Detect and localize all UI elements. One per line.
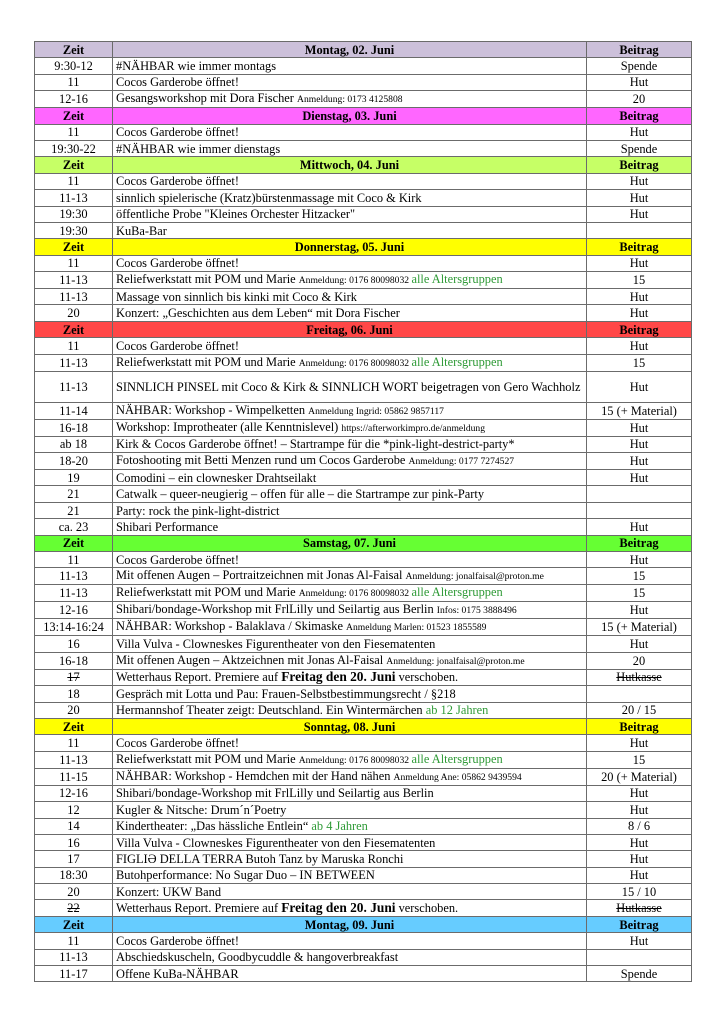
event-description: [113, 751, 587, 768]
event-text: Cocos Garderobe öffnet!: [116, 736, 239, 751]
event-row: [35, 338, 692, 354]
event-description: [113, 124, 587, 140]
event-row: [35, 222, 692, 238]
event-description: [113, 436, 587, 452]
event-text: Mit offenen Augen – Aktzeichnen mit Jonas Al-Faisal: [116, 652, 387, 667]
event-fee: 20 / 15: [587, 702, 692, 718]
event-description: [113, 568, 587, 585]
event-description: [113, 818, 587, 834]
audience-note: alle Altersgruppen: [411, 354, 503, 369]
event-row: [35, 669, 692, 685]
event-row: [35, 785, 692, 801]
event-text: Abschiedskuscheln, Goodbycuddle & hangoverbreakfast: [116, 950, 399, 965]
event-text: Wetterhaus Report. Premiere auf: [116, 670, 282, 685]
event-description: [113, 486, 587, 502]
event-time: 12: [35, 802, 113, 818]
event-time: 20: [35, 884, 113, 900]
event-row: [35, 636, 692, 652]
event-row: [35, 436, 692, 452]
event-text: Catwalk – queer-neugierig – offen für alle – die Startrampe zur pink-Party: [116, 487, 485, 502]
event-text: Reliefwerkstatt mit POM und Marie: [116, 751, 299, 766]
event-fee: Hut: [587, 453, 692, 470]
event-text: NÄHBAR: Workshop - Balaklava / Skimaske: [116, 619, 347, 634]
event-description: [113, 502, 587, 518]
time-column-header: Zeit: [35, 239, 113, 255]
event-description: [113, 585, 587, 602]
day-title: Freitag, 06. Juni: [113, 321, 587, 337]
event-fee: Spende: [587, 58, 692, 74]
event-description: [113, 702, 587, 718]
day-title: Dienstag, 03. Juni: [113, 108, 587, 124]
event-row: [35, 619, 692, 636]
event-row: [35, 206, 692, 222]
event-row: [35, 867, 692, 883]
event-time: 11-13: [35, 354, 113, 371]
event-row: [35, 371, 692, 402]
event-text: Cocos Garderobe öffnet!: [116, 125, 239, 140]
event-time: 11: [35, 735, 113, 751]
schedule-body: [35, 42, 692, 982]
event-text: Reliefwerkstatt mit POM und Marie: [116, 585, 299, 600]
event-row: [35, 751, 692, 768]
fee-column-header: Beitrag: [587, 321, 692, 337]
event-text: Shibari/bondage-Workshop mit FrlLilly und Seilartig aus Berlin: [116, 602, 437, 617]
event-text: Shibari Performance: [116, 519, 219, 534]
event-time: 18-20: [35, 453, 113, 470]
event-row: [35, 470, 692, 486]
event-time: 12-16: [35, 785, 113, 801]
event-row: [35, 568, 692, 585]
event-fee: [587, 222, 692, 238]
time-column-header: Zeit: [35, 916, 113, 932]
event-fee: 15 (+ Material): [587, 619, 692, 636]
event-text: Kindertheater: „Das hässliche Entlein“: [116, 819, 312, 834]
day-header-row: [35, 718, 692, 734]
event-description: [113, 289, 587, 305]
event-text: Mit offenen Augen – Portraitzeichnen mit Jonas Al-Faisal: [116, 568, 406, 583]
schedule-table: [34, 41, 692, 982]
event-fee: 15: [587, 751, 692, 768]
fee-column-header: Beitrag: [587, 916, 692, 932]
event-fee: [587, 686, 692, 702]
event-row: [35, 652, 692, 669]
event-fee: 15: [587, 585, 692, 602]
event-row: [35, 486, 692, 502]
event-description: [113, 686, 587, 702]
event-description: [113, 851, 587, 867]
event-description: [113, 519, 587, 535]
event-fee: 20: [587, 91, 692, 108]
event-row: [35, 900, 692, 916]
fee-column-header: Beitrag: [587, 239, 692, 255]
event-time: 11-14: [35, 402, 113, 419]
event-time: 14: [35, 818, 113, 834]
event-row: [35, 140, 692, 156]
event-row: [35, 305, 692, 321]
event-text: Cocos Garderobe öffnet!: [116, 256, 239, 271]
event-row: [35, 519, 692, 535]
event-time: 11: [35, 933, 113, 949]
event-text: Offene KuBa-NÄHBAR: [116, 966, 239, 981]
registration-info: Anmeldung Ingrid: 05862 9857117: [308, 405, 444, 417]
event-fee: Hut: [587, 470, 692, 486]
event-time: 11: [35, 74, 113, 90]
registration-info: Anmeldung: jonalfaisal@proton.me: [405, 571, 544, 583]
event-fee: 8 / 6: [587, 818, 692, 834]
time-column-header: Zeit: [35, 108, 113, 124]
event-fee: Hut: [587, 305, 692, 321]
registration-info: https://afterworkimpro.de/anmeldung: [341, 422, 486, 434]
event-description: [113, 652, 587, 669]
event-time: ca. 23: [35, 519, 113, 535]
event-text: NÄHBAR: Workshop - Wimpelketten: [116, 402, 309, 417]
event-text: öffentliche Probe "Kleines Orchester Hitzacker": [116, 207, 356, 222]
event-text: FIGLIƏ DELLA TERRA Butoh Tanz by Maruska Ronchi: [116, 851, 404, 866]
event-text: #NÄHBAR wie immer dienstags: [116, 141, 281, 156]
event-description: [113, 305, 587, 321]
event-description: [113, 140, 587, 156]
event-fee: Hutkasse: [587, 900, 692, 916]
event-description: [113, 222, 587, 238]
event-fee: Hut: [587, 173, 692, 189]
time-column-header: Zeit: [35, 157, 113, 173]
event-row: [35, 190, 692, 206]
event-row: [35, 602, 692, 619]
event-description: [113, 338, 587, 354]
event-time: 12-16: [35, 602, 113, 619]
event-fee: Hut: [587, 785, 692, 801]
event-fee: Spende: [587, 966, 692, 982]
day-header-row: [35, 321, 692, 337]
event-text: Wetterhaus Report. Premiere auf: [116, 901, 282, 916]
event-description: [113, 402, 587, 419]
event-row: [35, 884, 692, 900]
event-text: Villa Vulva - Clowneskes Figurentheater von den Fiesematenten: [116, 637, 436, 652]
highlighted-date: Freitag den 20. Juni: [281, 669, 396, 685]
event-time: ab 18: [35, 436, 113, 452]
audience-note: alle Altersgruppen: [411, 751, 503, 766]
event-description: [113, 867, 587, 883]
event-fee: Hut: [587, 933, 692, 949]
time-column-header: Zeit: [35, 718, 113, 734]
event-row: [35, 354, 692, 371]
event-description: [113, 470, 587, 486]
fee-column-header: Beitrag: [587, 157, 692, 173]
event-fee: [587, 949, 692, 965]
event-text: Kugler & Nitsche: Drum´n´Poetry: [116, 802, 287, 817]
event-time: 11-13: [35, 371, 113, 402]
event-row: [35, 58, 692, 74]
event-row: [35, 402, 692, 419]
event-fee: Hut: [587, 190, 692, 206]
event-row: [35, 585, 692, 602]
event-fee: Hut: [587, 867, 692, 883]
event-text: Cocos Garderobe öffnet!: [116, 552, 239, 567]
event-time: 12-16: [35, 91, 113, 108]
event-text: KuBa-Bar: [116, 223, 167, 238]
event-text: Villa Vulva - Clowneskes Figurentheater von den Fiesematenten: [116, 835, 436, 850]
event-time: 19:30: [35, 222, 113, 238]
event-row: [35, 834, 692, 850]
registration-info: Anmeldung: 0173 4125808: [297, 94, 403, 106]
event-text: Cocos Garderobe öffnet!: [116, 75, 239, 90]
event-description: [113, 272, 587, 289]
registration-info: Anmeldung: 0176 80098032: [298, 754, 412, 766]
event-text: Shibari/bondage-Workshop mit FrlLilly und Seilartig aus Berlin: [116, 786, 434, 801]
event-time: 16: [35, 834, 113, 850]
event-text: sinnlich spielerische (Kratz)bürstenmassage mit Coco & Kirk: [116, 190, 422, 205]
day-title: Donnerstag, 05. Juni: [113, 239, 587, 255]
event-time: 19: [35, 470, 113, 486]
event-description: [113, 834, 587, 850]
event-time: 17: [35, 851, 113, 867]
event-text: verschoben.: [395, 670, 459, 685]
event-time: 13:14-16:24: [35, 619, 113, 636]
registration-info: Anmeldung Ane: 05862 9439594: [393, 771, 522, 783]
day-title: Samstag, 07. Juni: [113, 535, 587, 551]
event-time: 11-15: [35, 768, 113, 785]
day-title: Montag, 02. Juni: [113, 42, 587, 58]
event-fee: 15: [587, 568, 692, 585]
event-description: [113, 371, 587, 402]
audience-note: alle Altersgruppen: [411, 272, 503, 287]
event-description: [113, 74, 587, 90]
event-row: [35, 91, 692, 108]
registration-info: Anmeldung: jonalfaisal@proton.me: [386, 655, 525, 667]
event-fee: Hut: [587, 602, 692, 619]
event-fee: Hut: [587, 551, 692, 567]
event-text: Hermannshof Theater zeigt: Deutschland. Ein Wintermärchen: [116, 703, 426, 718]
time-column-header: Zeit: [35, 535, 113, 551]
registration-info: Infos: 0175 3888496: [436, 605, 517, 617]
event-description: [113, 966, 587, 982]
event-time: 16: [35, 636, 113, 652]
event-time: 11: [35, 551, 113, 567]
audience-note: ab 4 Jahren: [311, 819, 368, 834]
fee-column-header: Beitrag: [587, 42, 692, 58]
event-fee: Hut: [587, 802, 692, 818]
event-description: [113, 551, 587, 567]
event-time: 19:30: [35, 206, 113, 222]
event-time: 17: [35, 669, 113, 685]
event-time: 16-18: [35, 419, 113, 436]
event-fee: Hut: [587, 519, 692, 535]
event-row: [35, 802, 692, 818]
event-time: 11-13: [35, 272, 113, 289]
event-text: Konzert: UKW Band: [116, 884, 222, 899]
event-description: [113, 354, 587, 371]
registration-info: Anmeldung: 0177 7274527: [408, 456, 515, 468]
event-description: [113, 802, 587, 818]
audience-note: alle Altersgruppen: [411, 585, 503, 600]
event-description: [113, 884, 587, 900]
event-fee: Hut: [587, 636, 692, 652]
event-text: #NÄHBAR wie immer montags: [116, 59, 277, 74]
event-row: [35, 453, 692, 470]
audience-note: ab 12 Jahren: [425, 703, 489, 718]
event-row: [35, 851, 692, 867]
event-fee: Hut: [587, 289, 692, 305]
event-text: Reliefwerkstatt mit POM und Marie: [116, 272, 299, 287]
event-fee: Hut: [587, 206, 692, 222]
event-text: Fotoshooting mit Betti Menzen rund um Cocos Garderobe: [116, 453, 409, 468]
event-time: 11-13: [35, 585, 113, 602]
day-title: Mittwoch, 04. Juni: [113, 157, 587, 173]
event-fee: Hut: [587, 371, 692, 402]
event-row: [35, 173, 692, 189]
day-header-row: [35, 42, 692, 58]
event-description: [113, 58, 587, 74]
event-fee: Hut: [587, 735, 692, 751]
event-description: [113, 768, 587, 785]
event-time: 11: [35, 255, 113, 271]
event-time: 18:30: [35, 867, 113, 883]
event-fee: Hut: [587, 419, 692, 436]
highlighted-date: Freitag den 20. Juni: [281, 900, 396, 916]
event-row: [35, 966, 692, 982]
event-time: 20: [35, 702, 113, 718]
event-time: 11-17: [35, 966, 113, 982]
registration-info: Anmeldung: 0176 80098032: [298, 357, 412, 369]
event-description: [113, 91, 587, 108]
event-row: [35, 551, 692, 567]
event-description: [113, 173, 587, 189]
event-text: Workshop: Improtheater (alle Kenntnislevel): [116, 419, 342, 434]
day-header-row: [35, 916, 692, 932]
fee-column-header: Beitrag: [587, 108, 692, 124]
event-time: 11-13: [35, 289, 113, 305]
event-fee: [587, 486, 692, 502]
event-description: [113, 190, 587, 206]
event-time: 21: [35, 486, 113, 502]
event-time: 22: [35, 900, 113, 916]
event-time: 11-13: [35, 751, 113, 768]
event-text: Cocos Garderobe öffnet!: [116, 338, 239, 353]
event-row: [35, 74, 692, 90]
event-text: Cocos Garderobe öffnet!: [116, 933, 239, 948]
event-row: [35, 419, 692, 436]
event-fee: Hut: [587, 338, 692, 354]
event-fee: Hutkasse: [587, 669, 692, 685]
event-description: [113, 669, 587, 685]
event-fee: Hut: [587, 74, 692, 90]
day-title: Sonntag, 08. Juni: [113, 718, 587, 734]
event-row: [35, 735, 692, 751]
event-time: 21: [35, 502, 113, 518]
fee-column-header: Beitrag: [587, 718, 692, 734]
registration-info: Anmeldung: 0176 80098032: [298, 588, 412, 600]
time-column-header: Zeit: [35, 321, 113, 337]
event-text: Gesangsworkshop mit Dora Fischer: [116, 91, 298, 106]
event-time: 11-13: [35, 949, 113, 965]
event-text: Party: rock the pink-light-district: [116, 503, 280, 518]
event-row: [35, 289, 692, 305]
event-fee: 20: [587, 652, 692, 669]
time-column-header: Zeit: [35, 42, 113, 58]
event-text: Butohperformance: No Sugar Duo – IN BETWEEN: [116, 868, 375, 883]
event-fee: 15: [587, 354, 692, 371]
event-row: [35, 949, 692, 965]
event-row: [35, 686, 692, 702]
event-description: [113, 933, 587, 949]
event-text: Reliefwerkstatt mit POM und Marie: [116, 354, 299, 369]
event-text: Kirk & Cocos Garderobe öffnet! – Startrampe für die *pink-light-destrict-party*: [116, 437, 515, 452]
day-title: Montag, 09. Juni: [113, 916, 587, 932]
event-description: [113, 419, 587, 436]
event-fee: Hut: [587, 255, 692, 271]
day-header-row: [35, 239, 692, 255]
day-header-row: [35, 535, 692, 551]
event-description: [113, 453, 587, 470]
event-time: 11: [35, 173, 113, 189]
event-description: [113, 206, 587, 222]
day-header-row: [35, 157, 692, 173]
event-row: [35, 933, 692, 949]
event-row: [35, 818, 692, 834]
event-row: [35, 124, 692, 140]
day-header-row: [35, 108, 692, 124]
event-fee: 15 / 10: [587, 884, 692, 900]
event-time: 11-13: [35, 190, 113, 206]
event-time: 9:30-12: [35, 58, 113, 74]
event-fee: [587, 502, 692, 518]
event-fee: Hut: [587, 834, 692, 850]
event-row: [35, 702, 692, 718]
event-text: Massage von sinnlich bis kinki mit Coco & Kirk: [116, 289, 357, 304]
event-description: [113, 619, 587, 636]
event-description: [113, 900, 587, 916]
event-text: verschoben.: [395, 901, 459, 916]
event-text: Comodini – ein clownesker Drahtseilakt: [116, 470, 317, 485]
event-description: [113, 735, 587, 751]
event-row: [35, 502, 692, 518]
event-description: [113, 602, 587, 619]
event-row: [35, 255, 692, 271]
event-time: 20: [35, 305, 113, 321]
event-text: Gespräch mit Lotta und Pau: Frauen-Selbstbestimmungsrecht / §218: [116, 686, 456, 701]
event-time: 16-18: [35, 652, 113, 669]
event-fee: 20 (+ Material): [587, 768, 692, 785]
event-text: SINNLICH PINSEL mit Coco & Kirk & SINNLICH WORT beigetragen von Gero Wachholz: [116, 379, 581, 394]
fee-column-header: Beitrag: [587, 535, 692, 551]
event-time: 18: [35, 686, 113, 702]
event-description: [113, 255, 587, 271]
event-row: [35, 768, 692, 785]
event-time: 11: [35, 124, 113, 140]
registration-info: Anmeldung: 0176 80098032: [298, 275, 412, 287]
event-time: 19:30-22: [35, 140, 113, 156]
event-fee: Hut: [587, 436, 692, 452]
event-text: NÄHBAR: Workshop - Hemdchen mit der Hand nähen: [116, 768, 394, 783]
event-row: [35, 272, 692, 289]
event-fee: Hut: [587, 851, 692, 867]
event-fee: Hut: [587, 124, 692, 140]
event-text: Konzert: „Geschichten aus dem Leben“ mit Dora Fischer: [116, 306, 400, 321]
event-description: [113, 636, 587, 652]
event-description: [113, 949, 587, 965]
event-text: Cocos Garderobe öffnet!: [116, 174, 239, 189]
event-fee: 15: [587, 272, 692, 289]
event-time: 11: [35, 338, 113, 354]
registration-info: Anmeldung Marlen: 01523 1855589: [346, 622, 487, 634]
event-description: [113, 785, 587, 801]
event-time: 11-13: [35, 568, 113, 585]
event-fee: 15 (+ Material): [587, 402, 692, 419]
event-fee: Spende: [587, 140, 692, 156]
